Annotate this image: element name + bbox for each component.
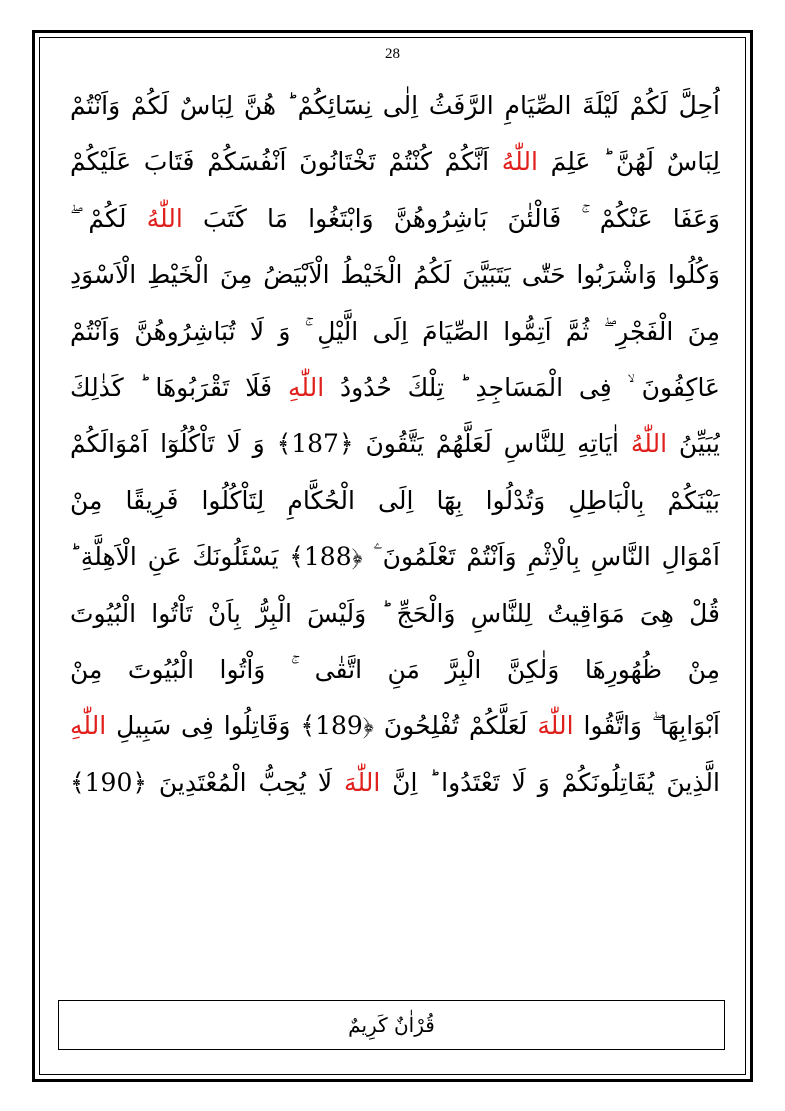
text-line-13: الَّذِينَ يُقَاتِلُونَكُمْ وَ لَا تَعْتَدُوا ؕ اِنَّ اللّٰهَ لَا يُحِبُّ الْمُعْتَدِينَ ﴿190﴾	[70, 767, 720, 797]
text-line-12: اَبْوَابِهَا ۖ وَاتَّقُوا اللّٰهَ لَعَلَّكُمْ تُفْلِحُونَ ﴿189﴾ وَقَاتِلُوا فِى سَبِيلِ اللّٰه	[70, 711, 720, 741]
text-line-9: اَمْوَالِ النَّاسِ بِالْاِثْمِ وَاَنْتُمْ تَعْلَمُونَ ۧ ﴿188﴾ يَسْئَلُونَكَ عَنِ الْاَهِلَّةِ ؕ	[70, 542, 720, 572]
text-line-2: لِبَاسٌ لَهُنَّ ؕ عَلِمَ اللّٰهُ اَنَّكُمْ كُنْتُمْ تَخْتَانُونَ اَنْفُسَكُمْ فَتَابَ عَلَيْكُمْ	[70, 147, 720, 177]
text-line-1: اُحِلَّ لَكُمْ لَيْلَةَ الصِّيَامِ الرَّفَثُ اِلٰى نِسَٓائِكُمْ ؕ هُنَّ لِبَاسٌ لَكُمْ وَاَنْتُمْ	[70, 91, 720, 120]
text-line-7: يُبَيِّنُ اللّٰهُ اٰيَاتِهِ لِلنَّاسِ لَعَلَّهُمْ يَتَّقُونَ ﴿187﴾ وَ لَا تَاْكُلُوٓا اَمْوَالَكُمْ	[70, 429, 720, 459]
text-line-10: قُلْ هِىَ مَوَاقِيتُ لِلنَّاسِ وَالْحَجِّ ؕ وَلَيْسَ الْبِرُّ بِاَنْ تَاْتُوا الْبُيُوتَ	[70, 598, 720, 628]
text-line-11: مِنْ ظُهُورِهَا وَلٰكِنَّ الْبِرَّ مَنِ اتَّقٰى ۚ وَاْتُوا الْبُيُوتَ مِنْ	[70, 654, 720, 684]
footer-title-box	[58, 1000, 725, 1050]
text-line-5: مِنَ الْفَجْرِ ۖ ثُمَّ اَتِمُّوا الصِّيَامَ اِلَى الَّيْلِ ۚ وَ لَا تُبَاشِرُوهُنَّ وَاَنْتُمْ	[70, 316, 720, 346]
quran-text-block	[70, 78, 720, 811]
page-number: 28	[385, 46, 400, 62]
text-line-3: وَعَفَا عَنْكُمْ ۚ فَالْئٰنَ بَاشِرُوهُنَّ وَابْتَغُوا مَا كَتَبَ اللّٰهُ لَكُمْ ۖ	[70, 203, 720, 233]
text-line-4: وَكُلُوا وَاشْرَبُوا حَتّٰى يَتَبَيَّنَ لَكُمُ الْخَيْطُ الْاَبْيَضُ مِنَ الْخَيْطِ الْاَسْوَدِ	[70, 260, 720, 290]
text-line-6: عَاكِفُونَ ۙ فِى الْمَسَاجِدِ ؕ تِلْكَ حُدُودُ اللّٰهِ فَلَا تَقْرَبُوهَا ؕ كَذٰلِكَ	[70, 372, 720, 402]
footer-title: قُرْاٰنٌ كَرِيمٌ	[348, 1013, 435, 1037]
text-line-8: بَيْنَكُمْ بِالْبَاطِلِ وَتُدْلُوا بِهَٓا اِلَى الْحُكَّامِ لِتَاْكُلُوا فَرِيقًا مِنْ	[70, 485, 720, 515]
